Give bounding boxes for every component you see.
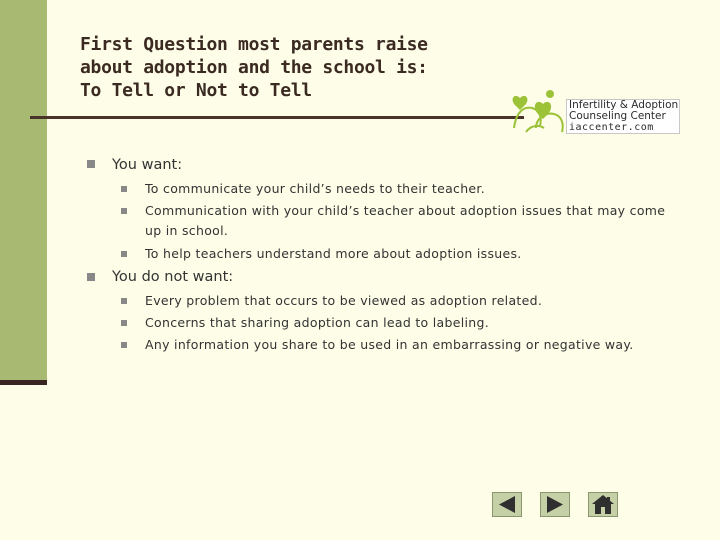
bullet-square-icon <box>121 320 127 326</box>
home-button[interactable] <box>588 492 618 517</box>
section-heading-want: You want: <box>112 157 183 173</box>
list-item: Any information you share to be used in an embarrassing or negative way. <box>145 337 634 352</box>
bullet-square-icon <box>121 298 127 304</box>
iac-logo <box>510 88 682 136</box>
bullet-square-icon <box>121 186 127 192</box>
logo-line: Infertility & Adoption <box>569 99 679 111</box>
list-item: To communicate your child’s needs to their teacher. <box>145 181 485 196</box>
slide-title <box>80 33 480 102</box>
triangle-right-icon <box>541 493 569 516</box>
title-line: To Tell or Not to Tell <box>80 80 312 101</box>
side-accent-bar-edge <box>0 380 47 385</box>
section-heading-do-not-want: You do not want: <box>112 269 234 285</box>
bullet-square-icon <box>121 208 127 214</box>
title-line: First Question most parents raise <box>80 34 428 55</box>
bullet-square-icon <box>121 251 127 257</box>
logo-url: iaccenter.com <box>569 122 654 133</box>
list-item: Concerns that sharing adoption can lead to labeling. <box>145 315 489 330</box>
list-item: Communication with your child’s teacher about adoption issues that may come <box>145 203 666 218</box>
bullet-square-icon <box>87 273 95 281</box>
bullet-square-icon <box>121 342 127 348</box>
list-item: Every problem that occurs to be viewed as adoption related. <box>145 293 543 308</box>
logo-wordmark <box>566 99 680 134</box>
home-icon <box>589 493 617 516</box>
heart-family-logo-icon <box>510 88 568 136</box>
next-slide-button[interactable] <box>540 492 570 517</box>
bullet-square-icon <box>87 160 95 168</box>
previous-slide-button[interactable] <box>492 492 522 517</box>
list-item-continuation: up in school. <box>145 223 229 238</box>
side-accent-bar <box>0 0 47 384</box>
triangle-left-icon <box>493 493 521 516</box>
list-item: To help teachers understand more about adoption issues. <box>145 246 522 261</box>
logo-line: Counseling Center <box>569 110 666 122</box>
title-underline-rule <box>30 116 524 119</box>
title-line: about adoption and the school is: <box>80 57 428 78</box>
